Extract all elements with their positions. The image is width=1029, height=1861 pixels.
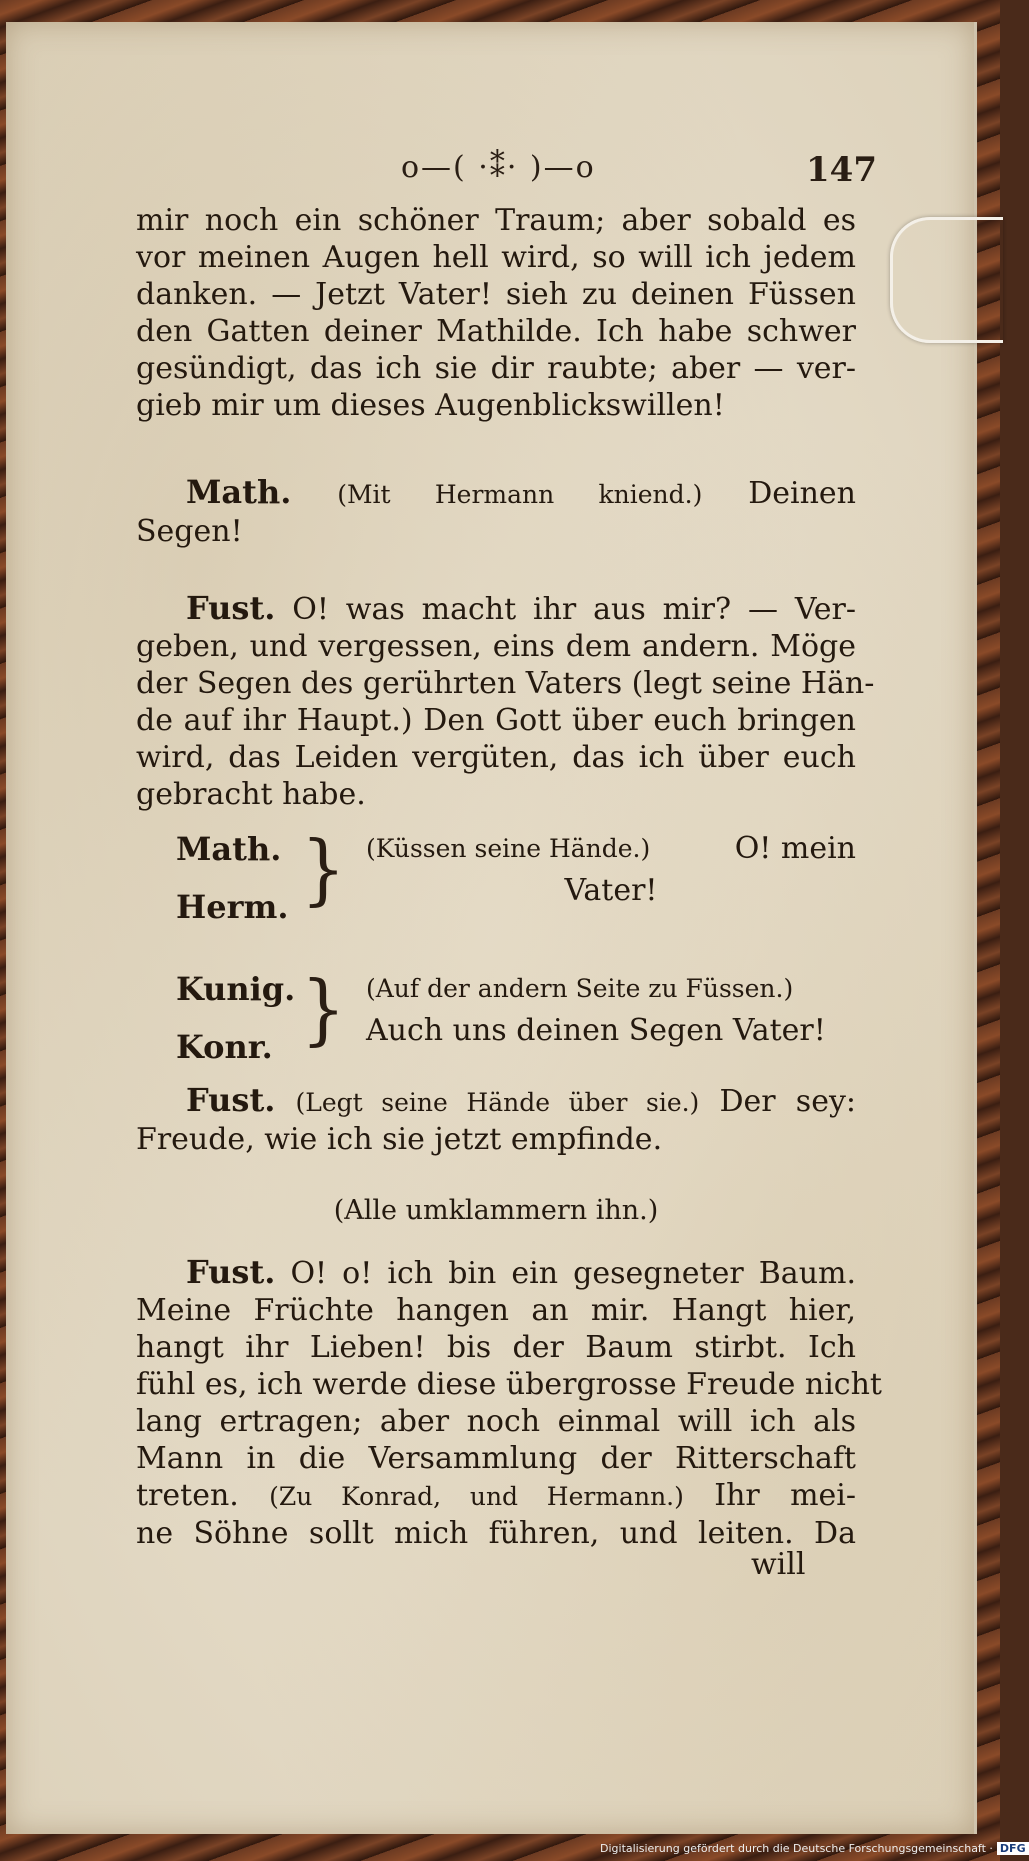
header-ornament: o—( ·⁑· )—o	[401, 150, 596, 185]
text-line	[136, 1082, 856, 1121]
speaker-name: Math.	[176, 830, 282, 868]
dfg-logo: DFG	[997, 1842, 1029, 1855]
text-line: lang ertragen; aber noch einmal will ich als	[136, 1404, 856, 1439]
speaker-name: Herm.	[176, 888, 289, 926]
stage-direction: (Legt seine Hände über sie.)	[295, 1088, 700, 1117]
speech-text: Auch uns deinen Segen Vater!	[366, 1013, 826, 1048]
text-line: fühl es, ich werde diese übergrosse Freude nicht	[136, 1367, 882, 1402]
speaker-name: Fust.	[186, 1081, 276, 1119]
group-speakers	[176, 960, 295, 1076]
text-line	[136, 474, 856, 513]
speaker-group-1	[176, 820, 866, 940]
book-page	[6, 22, 977, 1834]
stage-direction: (Zu Konrad, und Hermann.)	[269, 1482, 684, 1511]
text-line: mir noch ein schöner Traum; aber sobald es	[136, 203, 856, 238]
paragraph-1	[136, 202, 856, 424]
brace-icon: }	[301, 963, 346, 1055]
stage-direction: (Mit Hermann kniend.)	[337, 480, 703, 509]
credit-text: Digitalisierung gefördert durch die Deutsche Forschungsgemeinschaft ·	[600, 1842, 993, 1855]
stage-direction: (Auf der andern Seite zu Füssen.)	[366, 974, 794, 1003]
speaker-name: Kunig.	[176, 970, 296, 1008]
text-line: Meine Früchte hangen an mir. Hangt hier,	[136, 1293, 856, 1328]
speaker-name: Konr.	[176, 1028, 273, 1066]
speech-text: Ihr mei-	[714, 1478, 856, 1513]
math-speech	[136, 474, 856, 550]
text-line: Freude, wie ich sie jetzt empfinde.	[136, 1122, 663, 1157]
speaker-name: Fust.	[186, 1253, 276, 1291]
page-header	[6, 150, 974, 190]
group-speech	[366, 968, 856, 1052]
paper-clip	[890, 217, 1003, 343]
speech-text: treten.	[136, 1478, 239, 1513]
speaker-name: Math.	[186, 473, 292, 511]
stage-direction: (Küssen seine Hände.)	[366, 834, 651, 863]
text-line	[136, 1477, 856, 1515]
speech-text: O! was macht ihr aus mir? — Ver-	[292, 592, 856, 627]
speech-text: O! mein	[734, 831, 856, 866]
text-line: de auf ihr Haupt.) Den Gott über euch bringen	[136, 703, 856, 738]
text-line: Mann in die Versammlung der Ritterschaft	[136, 1441, 856, 1476]
fust-speech-1	[136, 589, 875, 813]
text-line: danken. — Jetzt Vater! sieh zu deinen Füssen	[136, 277, 856, 312]
digitization-credit	[600, 1842, 1029, 1855]
text-line: gesündigt, das ich sie dir raubte; aber — ver-	[136, 351, 856, 386]
fust-speech-2	[136, 1082, 856, 1158]
text-line	[136, 1254, 856, 1292]
stage-direction: (Alle umklammern ihn.)	[333, 1195, 659, 1226]
text-line: Segen!	[136, 514, 243, 549]
text-line: gieb mir um dieses Augenblickswillen!	[136, 388, 725, 423]
speaker-group-2	[176, 960, 866, 1080]
speech-text: Der sey:	[719, 1084, 856, 1119]
text-line: hangt ihr Lieben! bis der Baum stirbt. Ich	[136, 1330, 856, 1365]
fust-speech-3	[136, 1253, 882, 1552]
text-line: vor meinen Augen hell wird, so will ich jedem	[136, 240, 856, 275]
catchword: will	[751, 1547, 806, 1582]
speaker-name: Fust.	[186, 589, 276, 627]
brace-icon: }	[301, 823, 346, 915]
text-line: geben, und vergessen, eins dem andern. Möge	[136, 629, 856, 664]
text-line: gebracht habe.	[136, 777, 366, 812]
text-line	[136, 590, 856, 628]
text-line: ne Söhne sollt mich führen, und leiten. Da	[136, 1516, 856, 1551]
group-speakers	[176, 820, 288, 936]
group-speech	[366, 828, 856, 912]
text-line: den Gatten deiner Mathilde. Ich habe schwer	[136, 314, 856, 349]
speech-text: O! o! ich bin ein gesegneter Baum.	[290, 1256, 856, 1291]
speech-text: Deinen	[748, 476, 856, 511]
page-number: 147	[806, 150, 877, 190]
text-line: der Segen des gerührten Vaters (legt seine Hän-	[136, 666, 875, 701]
text-line: wird, das Leiden vergüten, das ich über euch	[136, 740, 856, 775]
speech-text: Vater!	[564, 873, 658, 908]
